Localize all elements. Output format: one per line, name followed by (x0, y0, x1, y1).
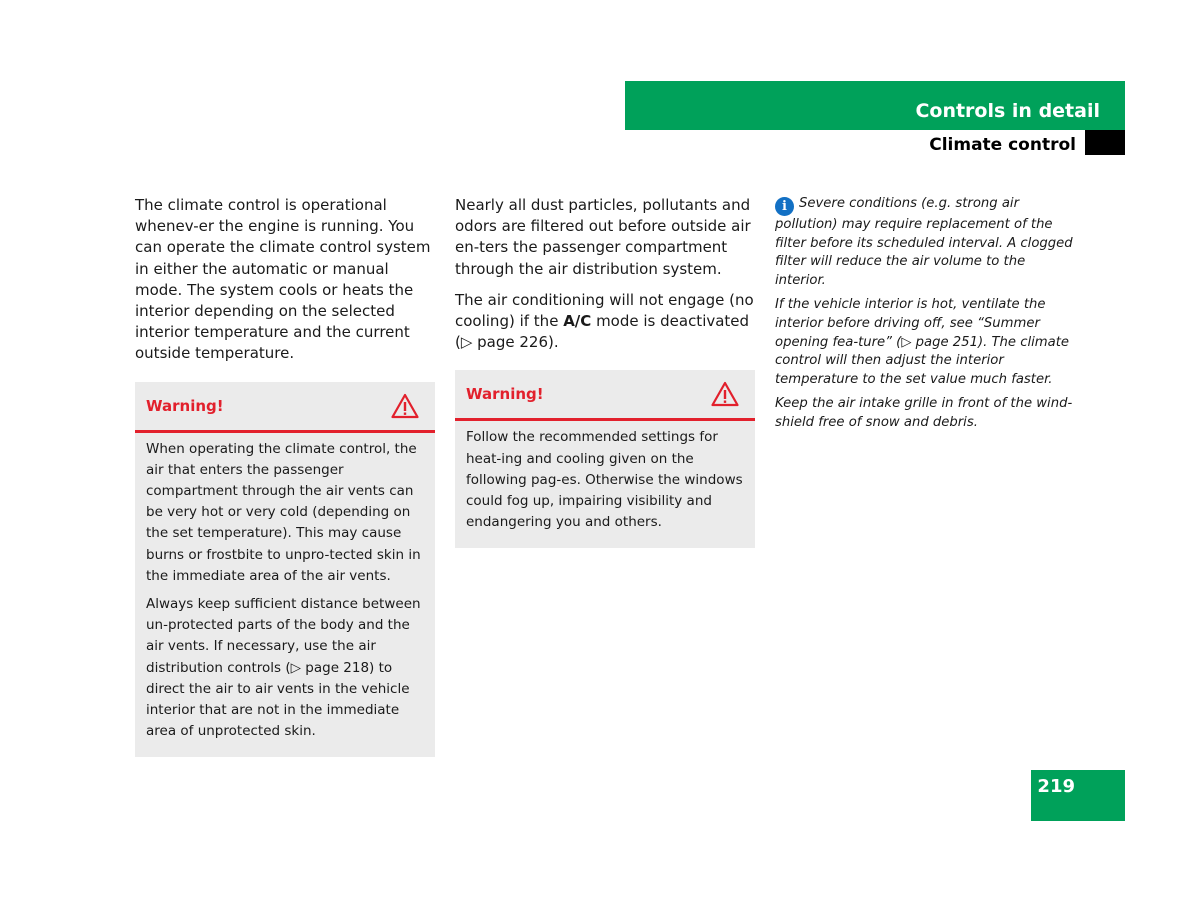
warning-body (135, 433, 435, 758)
ac-text-before: The air conditioning will not engage (no cooling) if the (455, 290, 754, 331)
column-middle (455, 195, 757, 548)
ac-paragraph (455, 290, 757, 354)
warning-triangle-icon (711, 381, 739, 407)
section-header-band (625, 81, 1125, 130)
warning-header (135, 382, 435, 433)
warning-triangle-icon (391, 393, 419, 419)
page-number: 219 (1037, 776, 1075, 797)
column-left (135, 195, 437, 757)
info-note (775, 195, 1080, 290)
warning-box-burns (135, 382, 435, 758)
warning-label: Warning! (466, 385, 544, 404)
warning-text: Follow the recommended settings for heat-ing and cooling given on the following pag-es. Otherwise the windows could fog up, impairing visibility and endangering you and others. (466, 429, 743, 531)
intro-paragraph: The climate control is operational whenev-er the engine is running. You can operate the climate control system in either the automatic or manual mode. The system cools or heats the interior depending on the selected interior temperature and the current outside temperature. (135, 196, 431, 363)
filter-paragraph: Nearly all dust particles, pollutants and odors are filtered out before outside air en-ters the passenger compartment through the air distribution system. (455, 196, 751, 278)
ac-mode-label: A/C (563, 312, 592, 331)
warning-body (455, 421, 755, 548)
info-note-text: Severe conditions (e.g. strong air pollution) may require replacement of the filter before its scheduled interval. A clogged filter will reduce the air volume to the interior. (775, 196, 1073, 288)
ac-text-after: mode is deactivated (▷ page 226). (455, 312, 750, 352)
warning-header (455, 370, 755, 421)
warning-box-fog (455, 370, 755, 548)
section-title: Controls in detail (915, 100, 1100, 122)
warning-label: Warning! (146, 396, 224, 415)
subsection-marker (1085, 130, 1125, 155)
warning-text: When operating the climate control, the air that enters the passenger compartment through the air vents can be very hot or very cold (depending on the set temperature). This may cause burns or frostbite to unpro-tected skin in the immediate area of the air vents. (146, 440, 421, 584)
grille-note: Keep the air intake grille in front of the wind-shield free of snow and debris. (775, 396, 1073, 430)
subsection-title: Climate control (929, 135, 1076, 155)
page-number-tab (1031, 770, 1125, 821)
ventilate-note: If the vehicle interior is hot, ventilate the interior before driving off, see “Summer opening fea-ture” (▷ page 251). The climate control will then adjust the interior temperature to the set value much faster. (775, 297, 1069, 387)
warning-text: Always keep sufficient distance between un-protected parts of the body and the air vents. If necessary, use the air distribution controls (▷ page 218) to direct the air to air vents in the vehicle interior that are not in the immediate area of unprotected skin. (146, 596, 421, 740)
column-right (775, 195, 1080, 439)
info-icon: i (775, 197, 794, 216)
